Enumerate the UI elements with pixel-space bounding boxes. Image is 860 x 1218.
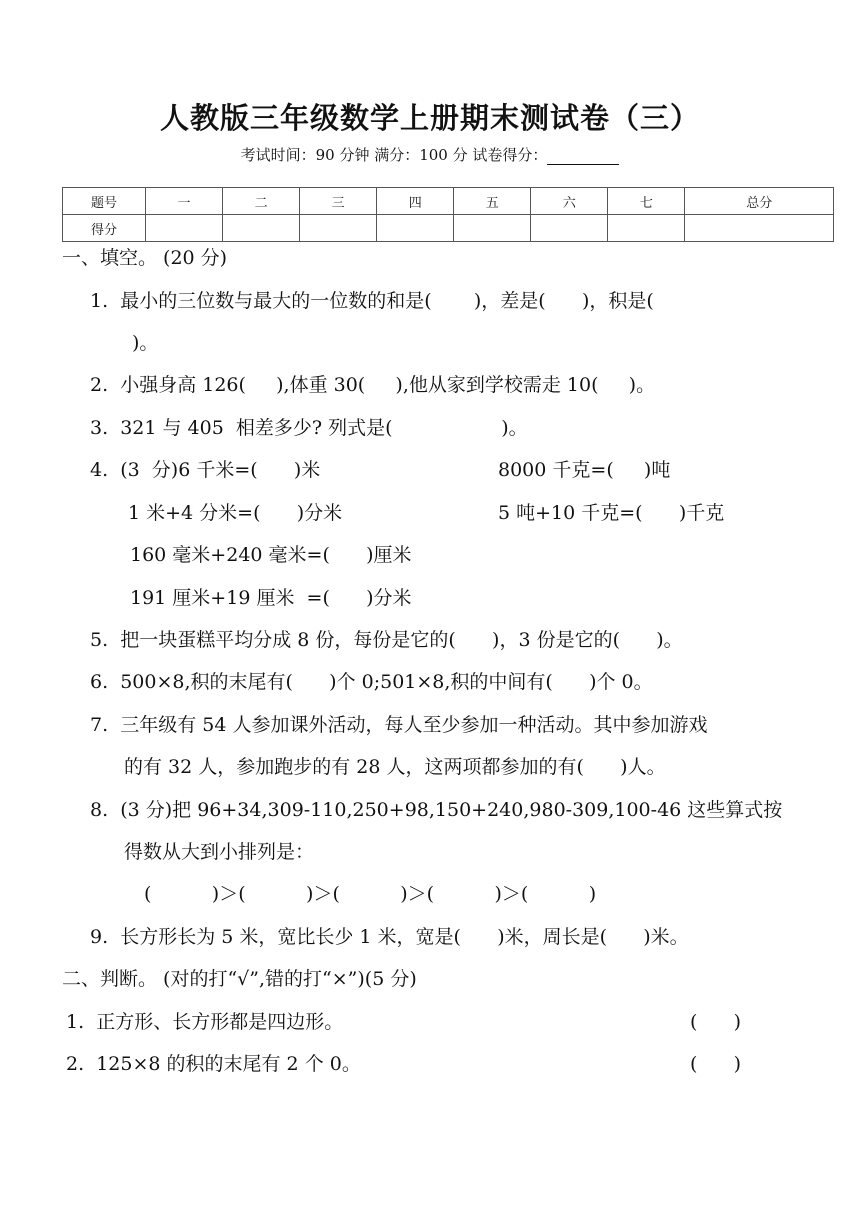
judge-item-1: 1. 正方形、长方形都是四边形。 [66, 1011, 344, 1033]
header-cell: 七 [608, 188, 685, 215]
score-table [62, 187, 834, 242]
score-cell[interactable] [454, 215, 531, 242]
question-9: 9. 长方形长为 5 米，宽比长少 1 米，宽是( )米，周长是( )米。 [90, 926, 689, 948]
question-7-line2: 的有 32 人，参加跑步的有 28 人，这两项都参加的有( )人。 [124, 756, 666, 778]
score-cell[interactable] [377, 215, 454, 242]
score-blank [547, 150, 619, 165]
question-5: 5. 把一块蛋糕平均分成 8 份，每份是它的( )，3 份是它的( )。 [90, 629, 683, 651]
judge-answer-box-2[interactable]: ( ) [690, 1053, 742, 1075]
header-cell: 三 [300, 188, 377, 215]
header-cell: 题号 [63, 188, 146, 215]
question-4-line2-left: 1 米+4 分米=( )分米 [128, 502, 343, 524]
score-cell[interactable] [531, 215, 608, 242]
score-cell[interactable] [146, 215, 223, 242]
question-3: 3. 321 与 405 相差多少? 列式是( )。 [90, 417, 528, 439]
header-cell: 二 [223, 188, 300, 215]
question-8-line2: 得数从大到小排列是： [124, 841, 315, 863]
header-cell: 六 [531, 188, 608, 215]
question-4-line1-left: 4. (3 分)6 千米=( )米 [90, 459, 321, 481]
header-cell: 五 [454, 188, 531, 215]
header-cell: 总分 [685, 188, 834, 215]
question-1-line2: )。 [132, 332, 159, 354]
question-4-line1-right: 8000 千克=( )吨 [498, 459, 671, 481]
score-cell[interactable] [300, 215, 377, 242]
score-cell[interactable] [608, 215, 685, 242]
question-4-line4: 191 厘米+19 厘米 =( )分米 [130, 587, 412, 609]
question-2: 2. 小强身高 126( ),体重 30( ),他从家到学校需走 10( )。 [90, 374, 656, 396]
question-8-line1: 8. (3 分)把 96+34,309-110,250+98,150+240,980-309,100-46 这些算式按 [90, 799, 783, 821]
judge-answer-box-1[interactable]: ( ) [690, 1011, 742, 1033]
question-4-line2-right: 5 吨+10 千克=( )千克 [498, 502, 725, 524]
question-7-line1: 7. 三年级有 54 人参加课外活动，每人至少参加一种活动。其中参加游戏 [90, 714, 708, 736]
page-title: 人教版三年级数学上册期末测试卷（三） [159, 101, 700, 135]
exam-info [0, 144, 860, 165]
question-8-order-blanks: ( )＞( )＞( )＞( )＞( ) [144, 883, 597, 905]
exam-info-text: 考试时间：90 分钟 满分：100 分 试卷得分： [240, 146, 548, 164]
score-cell[interactable] [685, 215, 834, 242]
question-4-line3: 160 毫米+240 毫米=( )厘米 [130, 544, 412, 566]
section2-heading: 二、判断。 (对的打“√”,错的打“×”)(5 分) [62, 968, 417, 990]
section1-heading: 一、填空。 (20 分) [62, 247, 228, 269]
question-1-line1: 1. 最小的三位数与最大的一位数的和是( )，差是( )，积是( [90, 290, 654, 312]
header-cell: 四 [377, 188, 454, 215]
header-cell: 一 [146, 188, 223, 215]
score-table-header-row [63, 188, 834, 215]
row-label-cell: 得分 [63, 215, 146, 242]
score-table-score-row [63, 215, 834, 242]
question-6: 6. 500×8,积的末尾有( )个 0;501×8,积的中间有( )个 0。 [90, 671, 653, 693]
score-cell[interactable] [223, 215, 300, 242]
judge-item-2: 2. 125×8 的积的末尾有 2 个 0。 [66, 1053, 361, 1075]
